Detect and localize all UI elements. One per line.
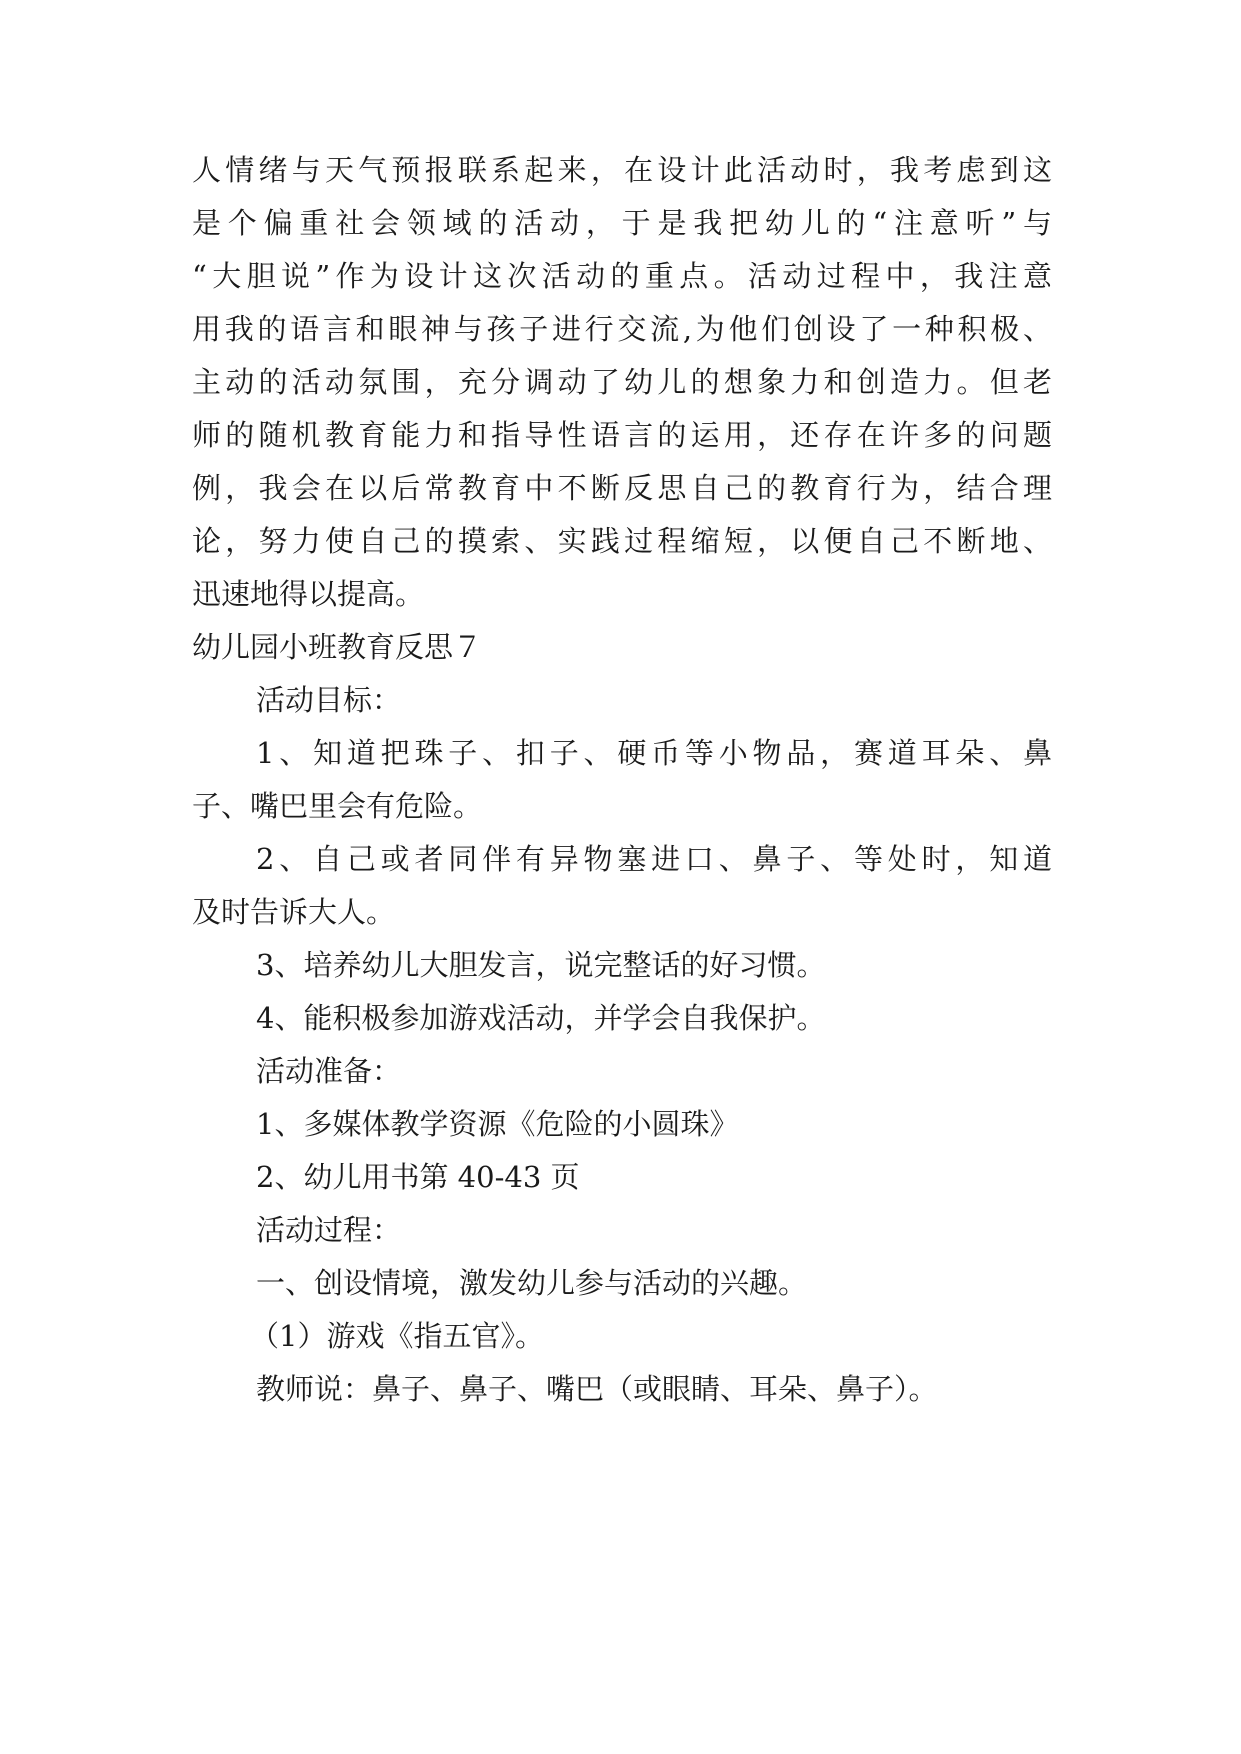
goal-item: 2、自己或者同伴有异物塞进口、鼻子、等处时，知道: [256, 842, 1052, 876]
goal-item: 3、培养幼儿大胆发言，说完整话的好习惯。: [256, 948, 826, 982]
goal-item-continued: 子、嘴巴里会有危险。: [192, 789, 483, 823]
paragraph-line: 迅速地得以提高。: [192, 577, 425, 611]
process-step: 一、创设情境，激发幼儿参与活动的兴趣。: [256, 1266, 808, 1300]
goal-item: 1、知道把珠子、扣子、硬币等小物品，赛道耳朵、鼻: [256, 736, 1052, 770]
section-title: 幼儿园小班教育反思７: [192, 630, 483, 664]
paragraph-line: 论，努力使自己的摸索、实践过程缩短，以便自己不断地、: [192, 524, 1052, 558]
preparation-item: 2、幼儿用书第 40-43 页: [256, 1160, 580, 1194]
process-heading: 活动过程：: [256, 1213, 402, 1247]
goal-item: 4、能积极参加游戏活动，并学会自我保护。: [256, 1001, 826, 1035]
preparation-item: 1、多媒体教学资源《危险的小圆珠》: [256, 1107, 739, 1141]
paragraph-line: 主动的活动氛围，充分调动了幼儿的想象力和创造力。但老: [192, 365, 1052, 399]
paragraph-line: 师的随机教育能力和指导性语言的运用，还存在许多的问题: [192, 418, 1052, 452]
paragraph-line: 是个偏重社会领域的活动，于是我把幼儿的“注意听”与: [192, 206, 1052, 240]
paragraph-line: 例，我会在以后常教育中不断反思自己的教育行为，结合理: [192, 471, 1052, 505]
goals-heading: 活动目标：: [256, 683, 402, 717]
teacher-instruction: 教师说：鼻子、鼻子、嘴巴（或眼睛、耳朵、鼻子）。: [256, 1372, 938, 1406]
goal-item-continued: 及时告诉大人。: [192, 895, 396, 929]
process-substep: （1）游戏《指五官》。: [250, 1319, 544, 1353]
paragraph-line: “大胆说”作为设计这次活动的重点。活动过程中，我注意: [192, 259, 1052, 293]
paragraph-line: 用我的语言和眼神与孩子进行交流,为他们创设了一种积极、: [192, 312, 1052, 346]
paragraph-line: 人情绪与天气预报联系起来，在设计此活动时，我考虑到这: [192, 153, 1052, 187]
preparation-heading: 活动准备：: [256, 1054, 402, 1088]
